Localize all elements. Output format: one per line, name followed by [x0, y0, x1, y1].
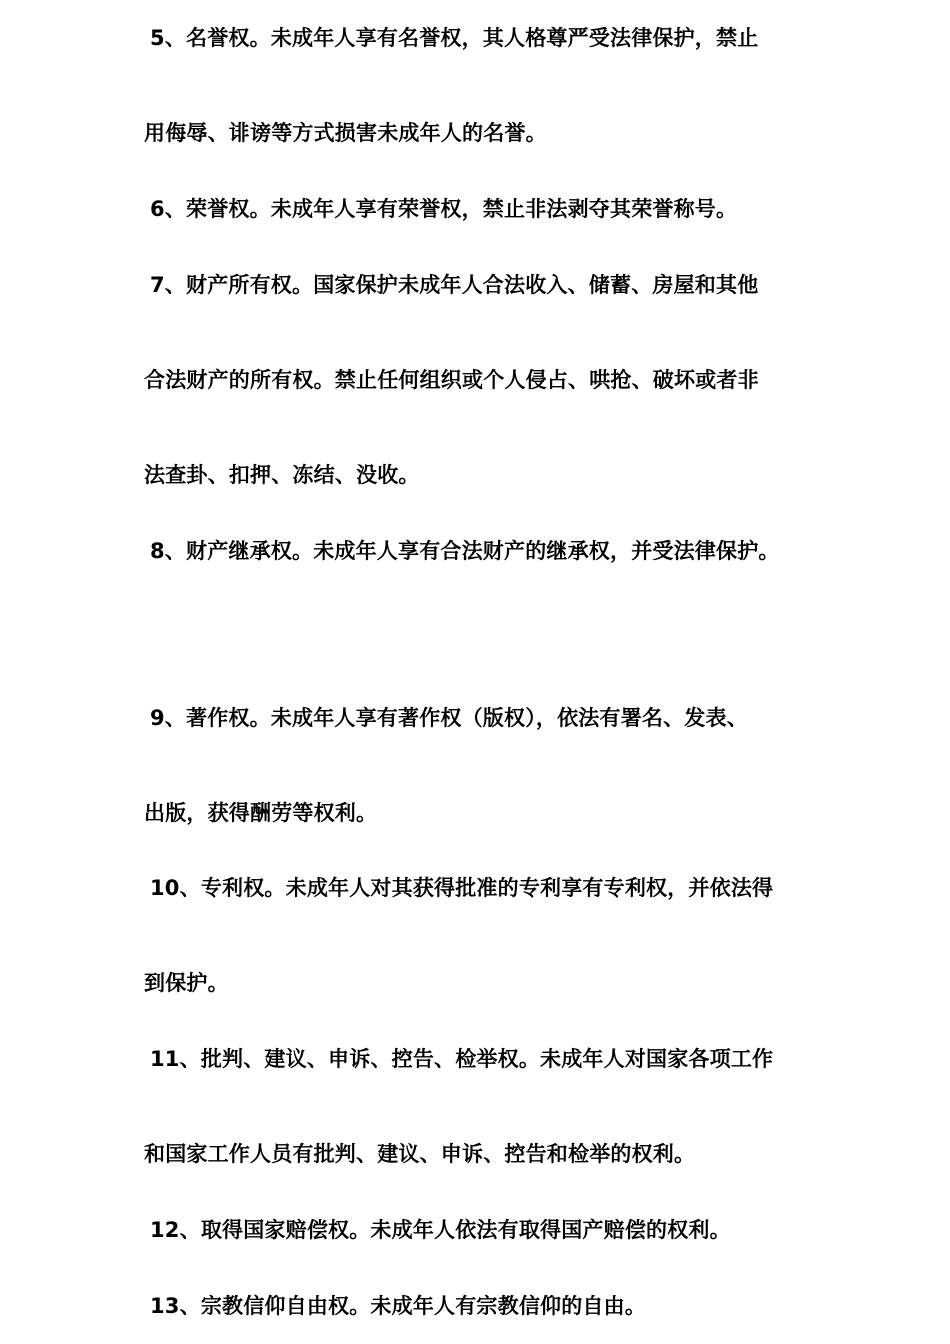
paragraph-line: 12、取得国家赔偿权。未成年人依法有取得国产赔偿的权利。	[150, 1218, 731, 1242]
paragraph-line: 法查卦、扣押、冻结、没收。	[144, 463, 420, 487]
paragraph-line: 10、专利权。未成年人对其获得批准的专利享有专利权，并依法得	[150, 876, 774, 900]
paragraph-line: 11、批判、建议、申诉、控告、检举权。未成年人对国家各项工作	[150, 1047, 774, 1071]
paragraph-line: 5、名誉权。未成年人享有名誉权，其人格尊严受法律保护，禁止	[150, 26, 759, 50]
paragraph-line: 合法财产的所有权。禁止任何组织或个人侵占、哄抢、破坏或者非	[144, 368, 759, 392]
paragraph-line: 13、宗教信仰自由权。未成年人有宗教信仰的自由。	[150, 1294, 647, 1318]
paragraph-line: 7、财产所有权。国家保护未成年人合法收入、储蓄、房屋和其他	[150, 273, 759, 297]
paragraph-line: 9、著作权。未成年人享有著作权（版权），依法有署名、发表、	[150, 706, 748, 730]
paragraph-line: 8、财产继承权。未成年人享有合法财产的继承权，并受法律保护。	[150, 539, 780, 563]
paragraph-line: 到保护。	[144, 971, 229, 995]
paragraph-line: 6、荣誉权。未成年人享有荣誉权，禁止非法剥夺其荣誉称号。	[150, 197, 738, 221]
paragraph-line: 出版，获得酬劳等权利。	[144, 801, 378, 825]
paragraph-line: 和国家工作人员有批判、建议、申诉、控告和检举的权利。	[144, 1142, 696, 1166]
paragraph-line: 用侮辱、诽谤等方式损害未成年人的名誉。	[144, 121, 547, 145]
